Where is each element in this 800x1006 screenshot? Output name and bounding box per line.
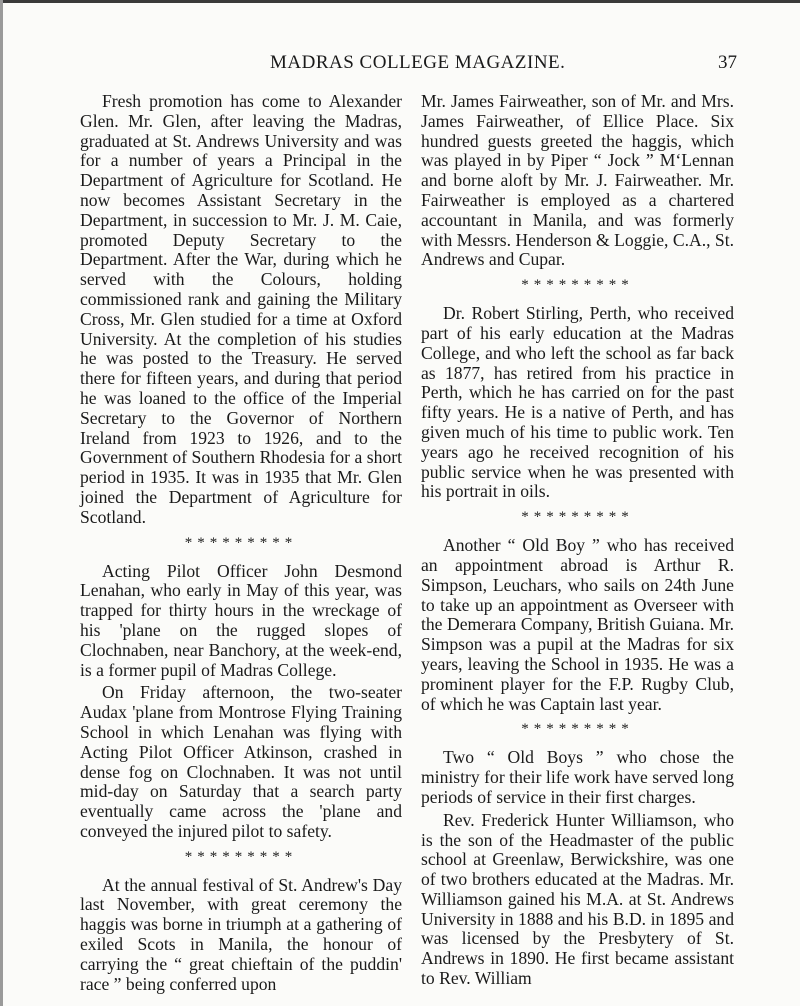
paragraph-old-boys-ministry: Two “ Old Boys ” who chose the ministry for their life work have served long periods of service in their first charges.: [421, 747, 734, 807]
section-separator: *********: [521, 721, 634, 738]
section-separator: *********: [184, 848, 298, 865]
paragraph-lenahan-trapped: Acting Pilot Officer John Desmond Lenahan, who early in May of this year, was trapped for thirty hours in the wreckage of his 'plane on the rugged slopes of Clochnaben, near Banchory, at the week-end, is a former pupil of Madras College.: [80, 560, 402, 680]
section-separator: *********: [184, 534, 298, 551]
paragraph-st-andrews-day: At the annual festival of St. Andrew's Day last November, with great ceremony the haggis was borne in triumph at a gathering of exiled Scots in Manila, the honour of carrying the “ great chieftain of the puddin' race ” being conferred upon: [80, 874, 402, 994]
paragraph-simpson: Another “ Old Boy ” who has received an appointment abroad is Arthur R. Simpson, Leuchars, who sails on 24th June to take up an appointment as Overseer with the Demerara Company, British Guiana. Mr. Simpson was a pupil at the Madras for six years, leaving the School in 1935. He was a prominent player for the F.P. Rugby Club, of which he was Captain last year.: [421, 535, 734, 714]
page-number: 37: [718, 52, 737, 73]
page-header: [0, 52, 800, 82]
section-separator: *********: [521, 277, 634, 294]
right-column: [421, 92, 734, 992]
running-title: MADRAS COLLEGE MAGAZINE.: [270, 52, 566, 73]
paragraph-glen-promotion: Fresh promotion has come to Alexander Glen. Mr. Glen, after leaving the Madras, graduated at St. Andrews University and was for a number of years a Principal in the Department of Agriculture for Scotland. He now becomes Assistant Secretary in the Department, in succession to Mr. J. M. Caie, promoted Deputy Secretary to the Department. After the War, during which he served with the Colours, holding commissioned rank and gaining the Military Cross, Mr. Glen studied for a time at Oxford University. At the completion of his studies he was posted to the Treasury. He served there for fifteen years, and during that period he was loaned to the office of the Imperial Secretary to the Governor of Northern Ireland from 1923 to 1926, and to the Government of Southern Rhodesia for a short period in 1935. It was in 1935 that Mr. Glen joined the Department of Agriculture for Scotland.: [80, 91, 402, 527]
section-separator: *********: [521, 509, 634, 526]
paragraph-audax-crash: On Friday afternoon, the two-seater Audax 'plane from Montrose Flying Training School in which Lenahan was flying with Acting Pilot Officer Atkinson, crashed in dense fog on Clochnaben. It was not until mid-day on Saturday that a search party eventually came across the 'plane and conveyed the injured pilot to safety.: [80, 682, 402, 841]
left-column: [80, 92, 402, 997]
paragraph-stirling: Dr. Robert Stirling, Perth, who received part of his early education at the Madras College, and who left the school as far back as 1877, has retired from his practice in Perth, which he has carried on for the past fifty years. He is a native of Perth, and has given much of his time to public work. Ten years ago he received recognition of his public service when he was presented with his portrait in oils.: [421, 303, 734, 502]
paragraph-williamson: Rev. Frederick Hunter Williamson, who is the son of the Headmaster of the public school at Greenlaw, Berwickshire, was one of two brothers educated at the Madras. Mr. Williamson gained his M.A. at St. Andrews University in 1888 and his B.D. in 1895 and was licensed by the Presbytery of St. Andrews in 1890. He first became assistant to Rev. William: [421, 809, 734, 989]
page-top-border: [0, 0, 800, 3]
page-left-edge: [0, 0, 3, 1006]
paragraph-fairweather: Mr. James Fairweather, son of Mr. and Mrs. James Fairweather, of Ellice Place. Six hundred guests greeted the haggis, which was played in by Piper “ Jock ” M‘Lennan and borne aloft by Mr. J. Fairweather. Mr. Fairweather is employed as a chartered accountant in Manila, and was formerly with Messrs. Henderson & Loggie, C.A., St. Andrews and Cupar.: [421, 91, 734, 270]
